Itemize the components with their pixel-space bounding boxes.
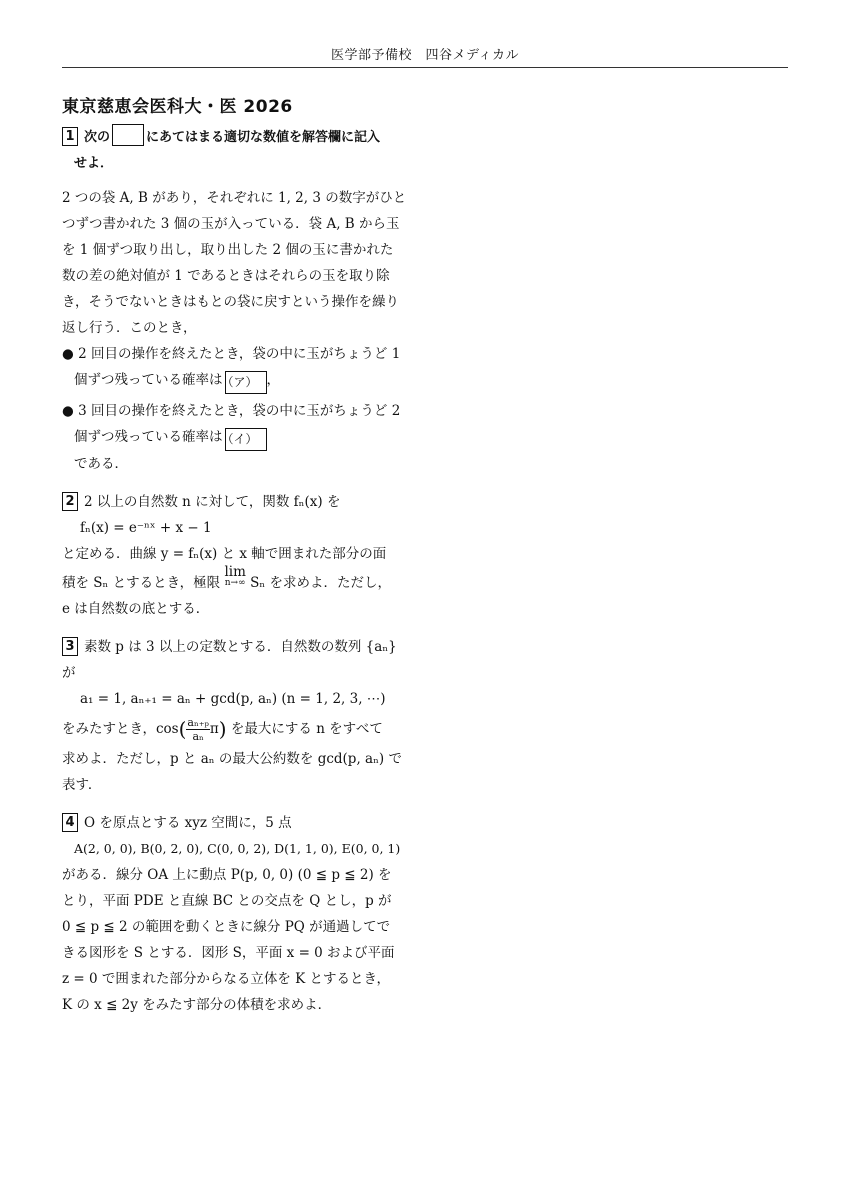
bullet-text: 個ずつ残っている確率は	[74, 372, 223, 388]
body-line: つずつ書かれた 3 個の玉が入っている．袋 A, B から玉	[62, 216, 400, 232]
page-title: 東京慈恵会医科大・医 2026	[62, 97, 293, 117]
problem-text: O を原点とする xyz 空間に，5 点	[84, 815, 292, 831]
limit-subscript: n→∞	[224, 578, 246, 588]
problem-text: 素数 p は 3 以上の定数とする．自然数の数列 {aₙ}	[84, 639, 397, 655]
header-rule	[62, 67, 788, 68]
body-line: 2 つの袋 A, B があり，それぞれに 1, 2, 3 の数字がひと	[62, 190, 407, 206]
formula: a₁ = 1, aₙ₊₁ = aₙ + gcd(p, aₙ) (n = 1, 2, 3, ⋯)	[80, 691, 386, 707]
bullet-text: 個ずつ残っている確率は	[74, 429, 223, 445]
problem-text: 0 ≦ p ≦ 2 の範囲を動くときに線分 PQ が通過してで	[62, 919, 391, 935]
formula: fₙ(x) = e⁻ⁿˣ + x − 1	[80, 520, 212, 536]
bullet-text: ● 3 回目の操作を終えたとき，袋の中に玉がちょうど 2	[62, 403, 401, 419]
problem-1-body	[62, 185, 422, 477]
points-list: A(2, 0, 0), B(0, 2, 0), C(0, 0, 2), D(1, 1, 0), E(0, 0, 1)	[74, 841, 401, 856]
problem-text: 表す．	[62, 777, 102, 793]
problem-text: をみたすとき，cos	[62, 721, 179, 737]
problem-number: 3	[62, 637, 78, 656]
problem-text: がある．線分 OA 上に動点 P(p, 0, 0) (0 ≦ p ≦ 2) を	[62, 867, 392, 883]
problem-text: e は自然数の底とする．	[62, 601, 210, 617]
paren-open: (	[178, 717, 187, 741]
problem-text: きる図形を S とする．図形 S，平面 x = 0 および平面	[62, 945, 395, 961]
problem-2	[62, 489, 422, 622]
body-line: き，そうでないときはもとの袋に戻すという操作を繰り	[62, 294, 399, 310]
problem-3-line	[62, 634, 422, 660]
limit-notation	[224, 564, 246, 589]
body-line: である．	[74, 456, 128, 472]
answer-box-a: （ア）	[225, 371, 267, 394]
bullet-text: ，	[266, 372, 281, 388]
problem-text: とり，平面 PDE と直線 BC との交点を Q とし，p が	[62, 893, 392, 909]
problem-content	[62, 124, 422, 1018]
problem-2-line	[62, 489, 422, 515]
page-header: 医学部予備校 四谷メディカル	[331, 48, 519, 63]
answer-box-i: （イ）	[225, 428, 267, 451]
problem-number: 1	[62, 127, 78, 146]
problem-text: 求めよ．ただし，p と aₙ の最大公約数を gcd(p, aₙ) で	[62, 751, 402, 767]
body-line: を 1 個ずつ取り出し，取り出した 2 個の玉に書かれた	[62, 242, 394, 258]
bullet-item	[62, 398, 422, 451]
fraction-denominator: aₙ	[192, 730, 204, 743]
problem-number: 2	[62, 492, 78, 511]
problem-number: 4	[62, 813, 78, 832]
problem-1	[62, 124, 422, 477]
instr-text: せよ．	[74, 156, 114, 171]
bullet-text: ● 2 回目の操作を終えたとき，袋の中に玉がちょうど 1	[62, 346, 401, 362]
problem-4	[62, 810, 422, 1018]
problem-text: z = 0 で囲まれた部分からなる立体を K とするとき，	[62, 971, 391, 987]
fraction	[186, 716, 210, 743]
problem-1-instructions	[62, 124, 422, 151]
fraction-numerator: aₙ₊ₚ	[187, 716, 209, 729]
instr-text: 次の	[84, 130, 111, 145]
problem-4-line	[62, 810, 422, 836]
problem-text: と定める．曲線 y = fₙ(x) と x 軸で囲まれた部分の面	[62, 546, 387, 562]
bullet-item	[62, 341, 422, 394]
problem-text: を最大にする n をすべて	[230, 721, 383, 737]
problem-text: 積を Sₙ とするとき，極限	[62, 575, 221, 591]
problem-text: が	[62, 665, 76, 681]
instr-text: にあてはまる適切な数値を解答欄に記入	[146, 130, 381, 145]
blank-box	[112, 124, 144, 146]
problem-2-line	[62, 564, 422, 596]
problem-3	[62, 634, 422, 798]
problem-text: K の x ≦ 2y をみたす部分の体積を求めよ．	[62, 997, 332, 1013]
problem-text: Sₙ を求めよ．ただし，	[250, 575, 392, 591]
body-line: 数の差の絶対値が 1 であるときはそれらの玉を取り除	[62, 268, 390, 284]
pi-symbol: π	[209, 721, 219, 737]
limit-word: lim	[224, 564, 246, 580]
paren-close: )	[218, 717, 227, 741]
body-line: 返し行う．このとき，	[62, 320, 197, 336]
problem-text: 2 以上の自然数 n に対して，関数 fₙ(x) を	[84, 494, 341, 510]
problem-3-line	[62, 712, 422, 746]
